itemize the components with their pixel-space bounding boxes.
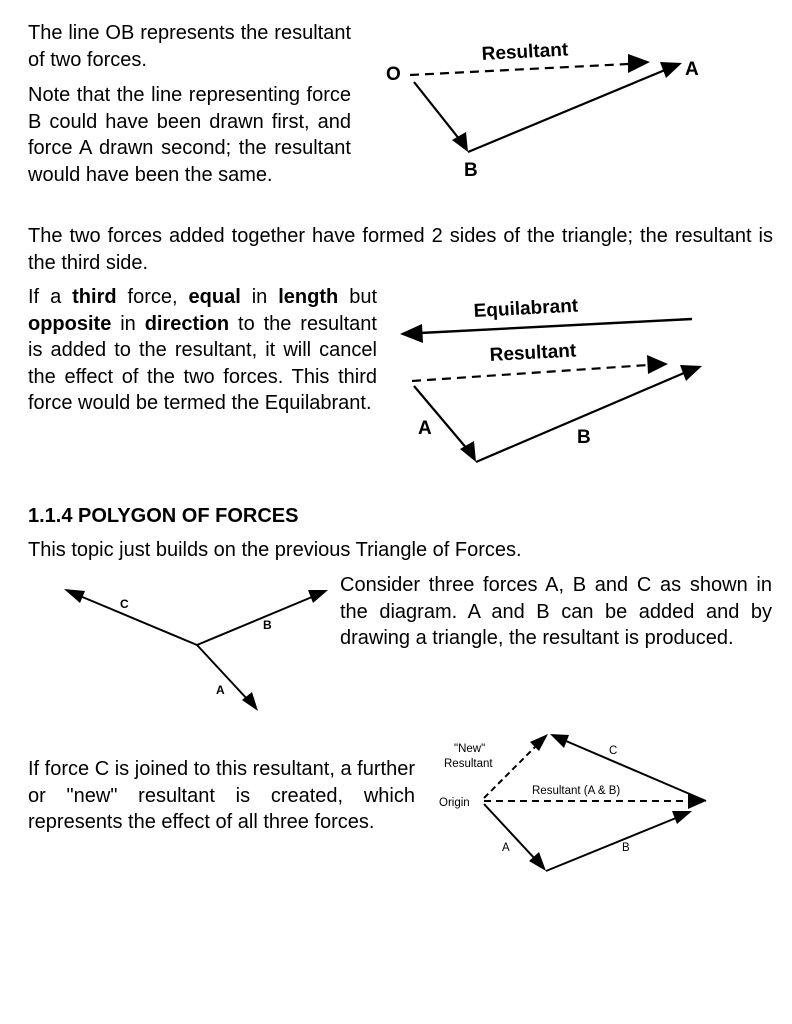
paragraph-force-order: Note that the line representing force B could have been drawn first, and force A drawn second; the resultant would have been the same. xyxy=(28,84,351,186)
force-b-line xyxy=(546,818,676,871)
label-a: A xyxy=(418,418,432,439)
paragraph-ob-resultant: The line OB represents the resultant of two forces. xyxy=(28,22,351,71)
force-a-line xyxy=(484,804,536,860)
bold-third: third xyxy=(72,286,117,308)
bold-equal: equal xyxy=(188,286,241,308)
label-a: A xyxy=(502,842,510,854)
paragraph-new-resultant: If force C is joined to this resultant, a further or "new" resultant is created, which represents the effect of all three forces. xyxy=(28,758,415,833)
label-b: B xyxy=(464,160,478,181)
text-run: If a xyxy=(28,286,73,308)
arrowhead xyxy=(550,734,569,748)
label-c: C xyxy=(120,597,129,611)
label-new: "New" xyxy=(454,743,486,755)
bold-direction: direction xyxy=(144,312,230,335)
label-resultant: Resultant xyxy=(481,39,569,65)
label-new-resultant: Resultant xyxy=(444,758,493,770)
paragraph-intro: This topic just builds on the previous Triangle of Forces. xyxy=(28,539,522,561)
label-a: A xyxy=(685,59,699,80)
label-c: C xyxy=(609,745,618,757)
text-run: to the resultant is added to the resultant, it will cancel the effect of the two forces. This third force would be termed the Equilabrant. xyxy=(28,312,377,414)
paragraph-triangle-sides: The two forces added together have formed 2 sides of the triangle; the resultant is the third side. xyxy=(28,225,773,274)
label-equilibrant: Equilabrant xyxy=(473,295,579,322)
label-b: B xyxy=(622,842,630,854)
label-b: B xyxy=(263,618,272,632)
label-o: O xyxy=(386,64,401,85)
label-resultant-ab: Resultant (A & B) xyxy=(532,785,621,797)
text-run: in xyxy=(111,312,145,335)
new-resultant-line xyxy=(484,747,535,798)
arrowhead xyxy=(672,811,692,824)
text-run: but xyxy=(338,286,378,308)
bold-opposite: opposite xyxy=(28,312,112,335)
paragraph-three-forces: Consider three forces A, B and C as shown in the diagram. A and B can be added and by drawing a triangle, the resultant is produced. xyxy=(340,574,772,649)
text-run: in xyxy=(240,286,279,308)
text-run: force, xyxy=(116,286,189,308)
label-origin: Origin xyxy=(439,797,470,809)
label-b: B xyxy=(577,427,591,448)
arrowhead xyxy=(530,734,548,751)
label-resultant: Resultant xyxy=(489,340,577,366)
bold-length: length xyxy=(278,286,339,308)
label-a: A xyxy=(216,683,225,697)
section-heading: 1.1.4 POLYGON OF FORCES xyxy=(28,505,299,527)
